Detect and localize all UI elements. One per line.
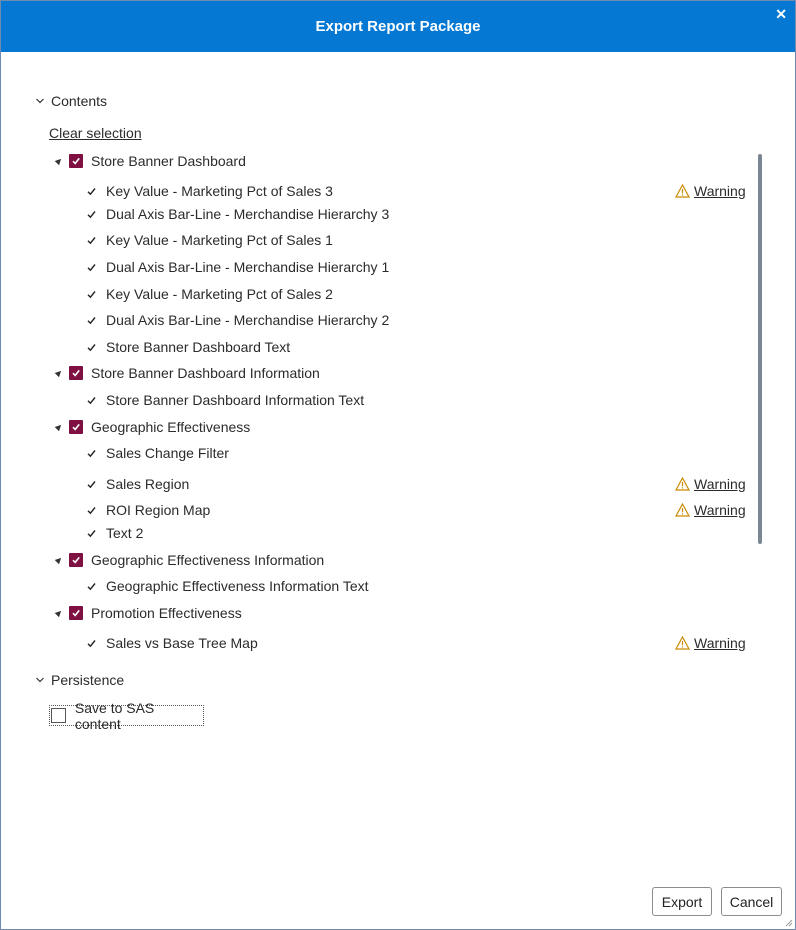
group-label: Geographic Effectiveness bbox=[91, 419, 251, 435]
export-button[interactable]: Export bbox=[652, 887, 712, 916]
warning-link[interactable]: Warning bbox=[694, 183, 746, 199]
tree-item bbox=[84, 633, 258, 653]
item-label: Dual Axis Bar-Line - Merchandise Hierarchy 2 bbox=[106, 312, 390, 328]
tree-item bbox=[84, 284, 333, 304]
clear-selection-link[interactable]: Clear selection bbox=[49, 125, 142, 141]
group-label: Promotion Effectiveness bbox=[91, 605, 242, 621]
checkmark-icon bbox=[86, 342, 97, 353]
close-icon[interactable]: ✕ bbox=[775, 6, 787, 22]
save-to-sas-content-label: Save to SAS content bbox=[74, 699, 155, 732]
dialog-title: Export Report Package bbox=[315, 18, 481, 35]
checkmark-icon bbox=[86, 235, 97, 246]
item-checkbox[interactable] bbox=[84, 503, 98, 517]
item-checkbox[interactable] bbox=[84, 233, 98, 247]
resize-grip-icon[interactable] bbox=[785, 919, 793, 927]
tree-group-geographic-effectiveness bbox=[56, 417, 250, 437]
item-checkbox[interactable] bbox=[84, 340, 98, 354]
tree-group-store-banner-dashboard bbox=[56, 151, 246, 171]
contents-header: Contents bbox=[51, 93, 108, 109]
cancel-button[interactable]: Cancel bbox=[721, 887, 782, 916]
tree-item bbox=[84, 474, 189, 494]
checkmark-icon bbox=[86, 448, 97, 459]
checkmark-icon bbox=[86, 395, 97, 406]
tree-group-promotion-effectiveness bbox=[56, 603, 242, 623]
expand-triangle-icon[interactable] bbox=[55, 157, 63, 165]
item-label: Geographic Effectiveness Information Text bbox=[106, 578, 369, 594]
item-checkbox[interactable] bbox=[84, 207, 98, 221]
checkmark-icon bbox=[86, 186, 97, 197]
checkmark-icon bbox=[71, 608, 81, 618]
checkmark-icon bbox=[71, 368, 81, 378]
item-label: Sales Region bbox=[106, 476, 190, 492]
dialog-titlebar bbox=[1, 1, 795, 52]
warning-indicator bbox=[675, 181, 746, 201]
warning-indicator bbox=[675, 474, 746, 494]
chevron-down-icon bbox=[35, 675, 45, 685]
group-label: Store Banner Dashboard bbox=[91, 153, 246, 169]
tree-item bbox=[84, 204, 389, 224]
checkbox-box[interactable] bbox=[51, 708, 66, 723]
item-checkbox[interactable] bbox=[84, 313, 98, 327]
warning-triangle-icon bbox=[675, 636, 690, 650]
item-checkbox[interactable] bbox=[84, 184, 98, 198]
checkmark-icon bbox=[86, 209, 97, 220]
warning-link[interactable]: Warning bbox=[694, 476, 746, 492]
tree-group-geographic-effectiveness-information bbox=[56, 550, 324, 570]
item-label: Text 2 bbox=[106, 525, 144, 541]
checkmark-icon bbox=[86, 528, 97, 539]
expand-triangle-icon[interactable] bbox=[55, 556, 63, 564]
expand-triangle-icon[interactable] bbox=[55, 369, 63, 377]
item-checkbox[interactable] bbox=[84, 477, 98, 491]
item-label: Dual Axis Bar-Line - Merchandise Hierarchy 3 bbox=[106, 206, 390, 222]
item-label: Store Banner Dashboard Text bbox=[106, 339, 291, 355]
item-label: Sales Change Filter bbox=[106, 445, 229, 461]
contents-section-toggle[interactable] bbox=[35, 93, 107, 109]
item-label: Dual Axis Bar-Line - Merchandise Hierarchy 1 bbox=[106, 259, 390, 275]
item-checkbox[interactable] bbox=[84, 446, 98, 460]
chevron-down-icon bbox=[35, 96, 45, 106]
warning-triangle-icon bbox=[675, 477, 690, 491]
contents-scrollbar[interactable] bbox=[758, 154, 762, 544]
group-checkbox[interactable] bbox=[69, 366, 83, 380]
group-label: Store Banner Dashboard Information bbox=[91, 365, 320, 381]
checkmark-icon bbox=[86, 505, 97, 516]
tree-item bbox=[84, 310, 389, 330]
checkmark-icon bbox=[86, 315, 97, 326]
item-checkbox[interactable] bbox=[84, 636, 98, 650]
group-checkbox[interactable] bbox=[69, 420, 83, 434]
item-checkbox[interactable] bbox=[84, 579, 98, 593]
persistence-header: Persistence bbox=[51, 672, 125, 688]
checkmark-icon bbox=[71, 422, 81, 432]
tree-group-store-banner-dashboard-information bbox=[56, 363, 320, 383]
item-label: Key Value - Marketing Pct of Sales 3 bbox=[106, 183, 333, 199]
warning-link[interactable]: Warning bbox=[694, 635, 746, 651]
warning-triangle-icon bbox=[675, 503, 690, 517]
item-label: Key Value - Marketing Pct of Sales 2 bbox=[106, 286, 333, 302]
item-checkbox[interactable] bbox=[84, 287, 98, 301]
group-label: Geographic Effectiveness Information bbox=[91, 552, 325, 568]
tree-item bbox=[84, 390, 364, 410]
group-checkbox[interactable] bbox=[69, 553, 83, 567]
item-label: Sales vs Base Tree Map bbox=[106, 635, 258, 651]
expand-triangle-icon[interactable] bbox=[55, 423, 63, 431]
group-checkbox[interactable] bbox=[69, 154, 83, 168]
tree-item bbox=[84, 230, 333, 250]
group-checkbox[interactable] bbox=[69, 606, 83, 620]
tree-item bbox=[84, 337, 290, 357]
checkmark-icon bbox=[86, 289, 97, 300]
save-to-sas-content-checkbox[interactable] bbox=[49, 699, 204, 732]
item-label: ROI Region Map bbox=[106, 502, 211, 518]
item-checkbox[interactable] bbox=[84, 260, 98, 274]
item-label: Store Banner Dashboard Information Text bbox=[106, 392, 365, 408]
checkmark-icon bbox=[86, 479, 97, 490]
checkmark-icon bbox=[71, 555, 81, 565]
tree-item bbox=[84, 181, 333, 201]
checkmark-icon bbox=[86, 638, 97, 649]
checkmark-icon bbox=[86, 581, 97, 592]
warning-indicator bbox=[675, 500, 746, 520]
checkmark-icon bbox=[86, 262, 97, 273]
tree-item bbox=[84, 576, 369, 596]
item-checkbox[interactable] bbox=[84, 526, 98, 540]
warning-triangle-icon bbox=[675, 184, 690, 198]
item-checkbox[interactable] bbox=[84, 393, 98, 407]
item-label: Key Value - Marketing Pct of Sales 1 bbox=[106, 232, 333, 248]
tree-item bbox=[84, 500, 210, 520]
tree-item bbox=[84, 523, 143, 543]
warning-indicator bbox=[675, 633, 746, 653]
tree-item bbox=[84, 257, 389, 277]
checkmark-icon bbox=[71, 156, 81, 166]
persistence-section-toggle[interactable] bbox=[35, 672, 124, 688]
warning-link[interactable]: Warning bbox=[694, 502, 746, 518]
expand-triangle-icon[interactable] bbox=[55, 609, 63, 617]
tree-item bbox=[84, 443, 229, 463]
